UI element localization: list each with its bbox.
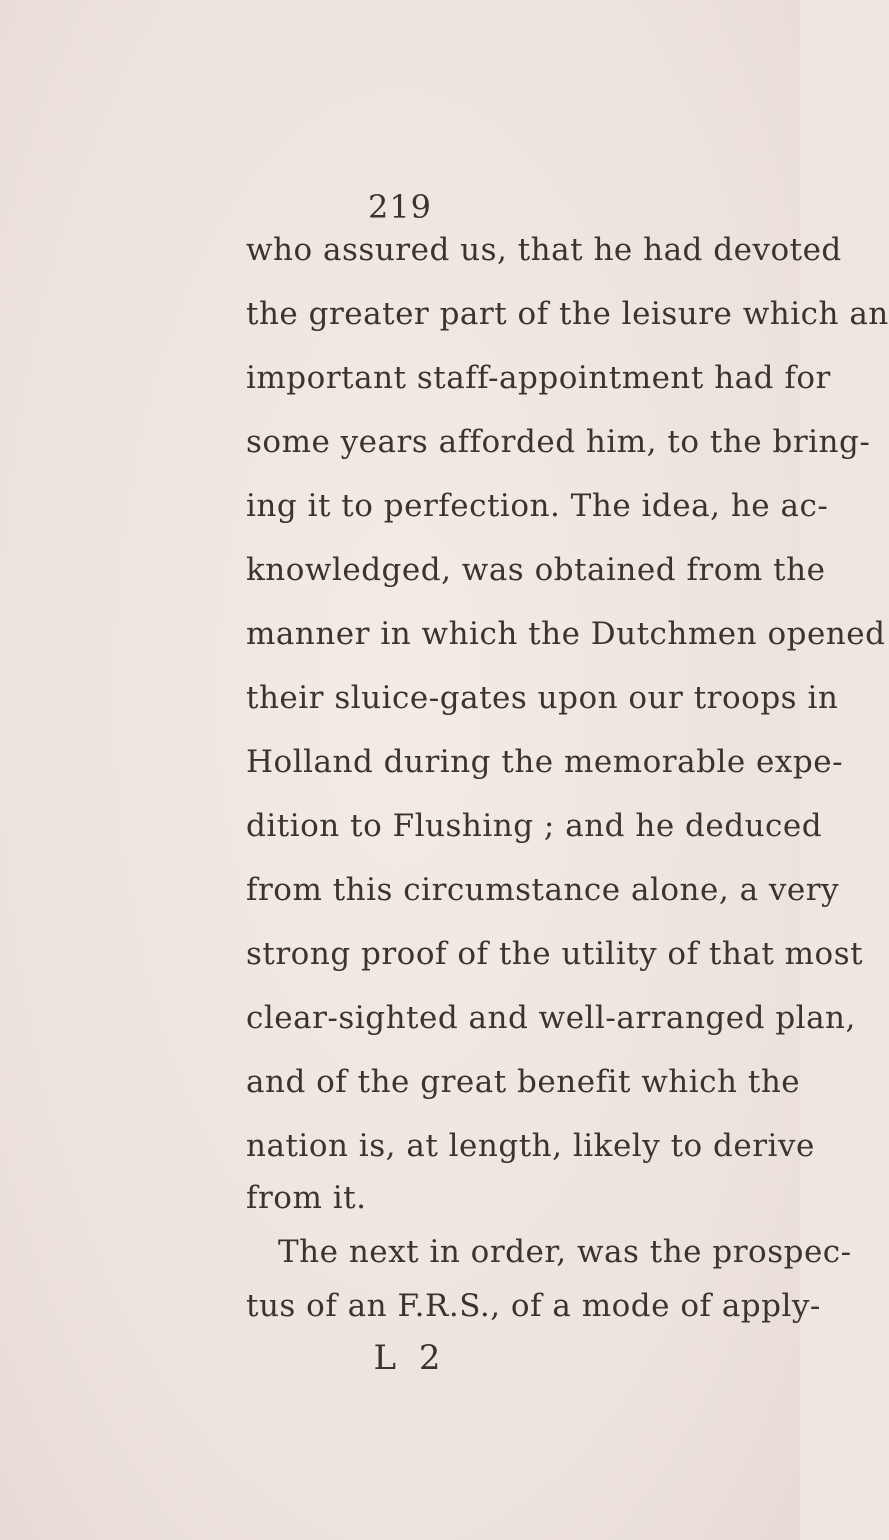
text-line: knowledged, was obtained from the [246,552,826,588]
text-line: who assured us, that he had devoted [246,232,842,268]
signature-mark: L 2 [373,1338,447,1378]
text-line: and of the great benefit which the [246,1064,801,1100]
text-line: important staff-appointment had for [246,360,831,396]
text-line: manner in which the Dutchmen opened [246,616,886,652]
paragraph-first-line: The next in order, was the prospec- [278,1234,852,1270]
text-line: their sluice-gates upon our troops in [246,680,839,716]
text-line: from this circumstance alone, a very [246,872,840,908]
text-line: some years afforded him, to the bring- [246,424,871,460]
text-line: nation is, at length, likely to derive [246,1128,815,1164]
text-line: clear-sighted and well-arranged plan, [246,1000,856,1036]
text-line: from it. [246,1180,367,1216]
text-line: strong proof of the utility of that most [246,936,864,972]
text-line: dition to Flushing ; and he deduced [246,808,823,844]
text-line: Holland during the memorable expe- [246,744,844,780]
text-line: tus of an F.R.S., of a mode of apply- [246,1288,821,1324]
text-line: the greater part of the leisure which an [246,296,889,332]
page-number: 219 [367,188,433,226]
text-line: ing it to perfection. The idea, he ac- [246,488,829,524]
